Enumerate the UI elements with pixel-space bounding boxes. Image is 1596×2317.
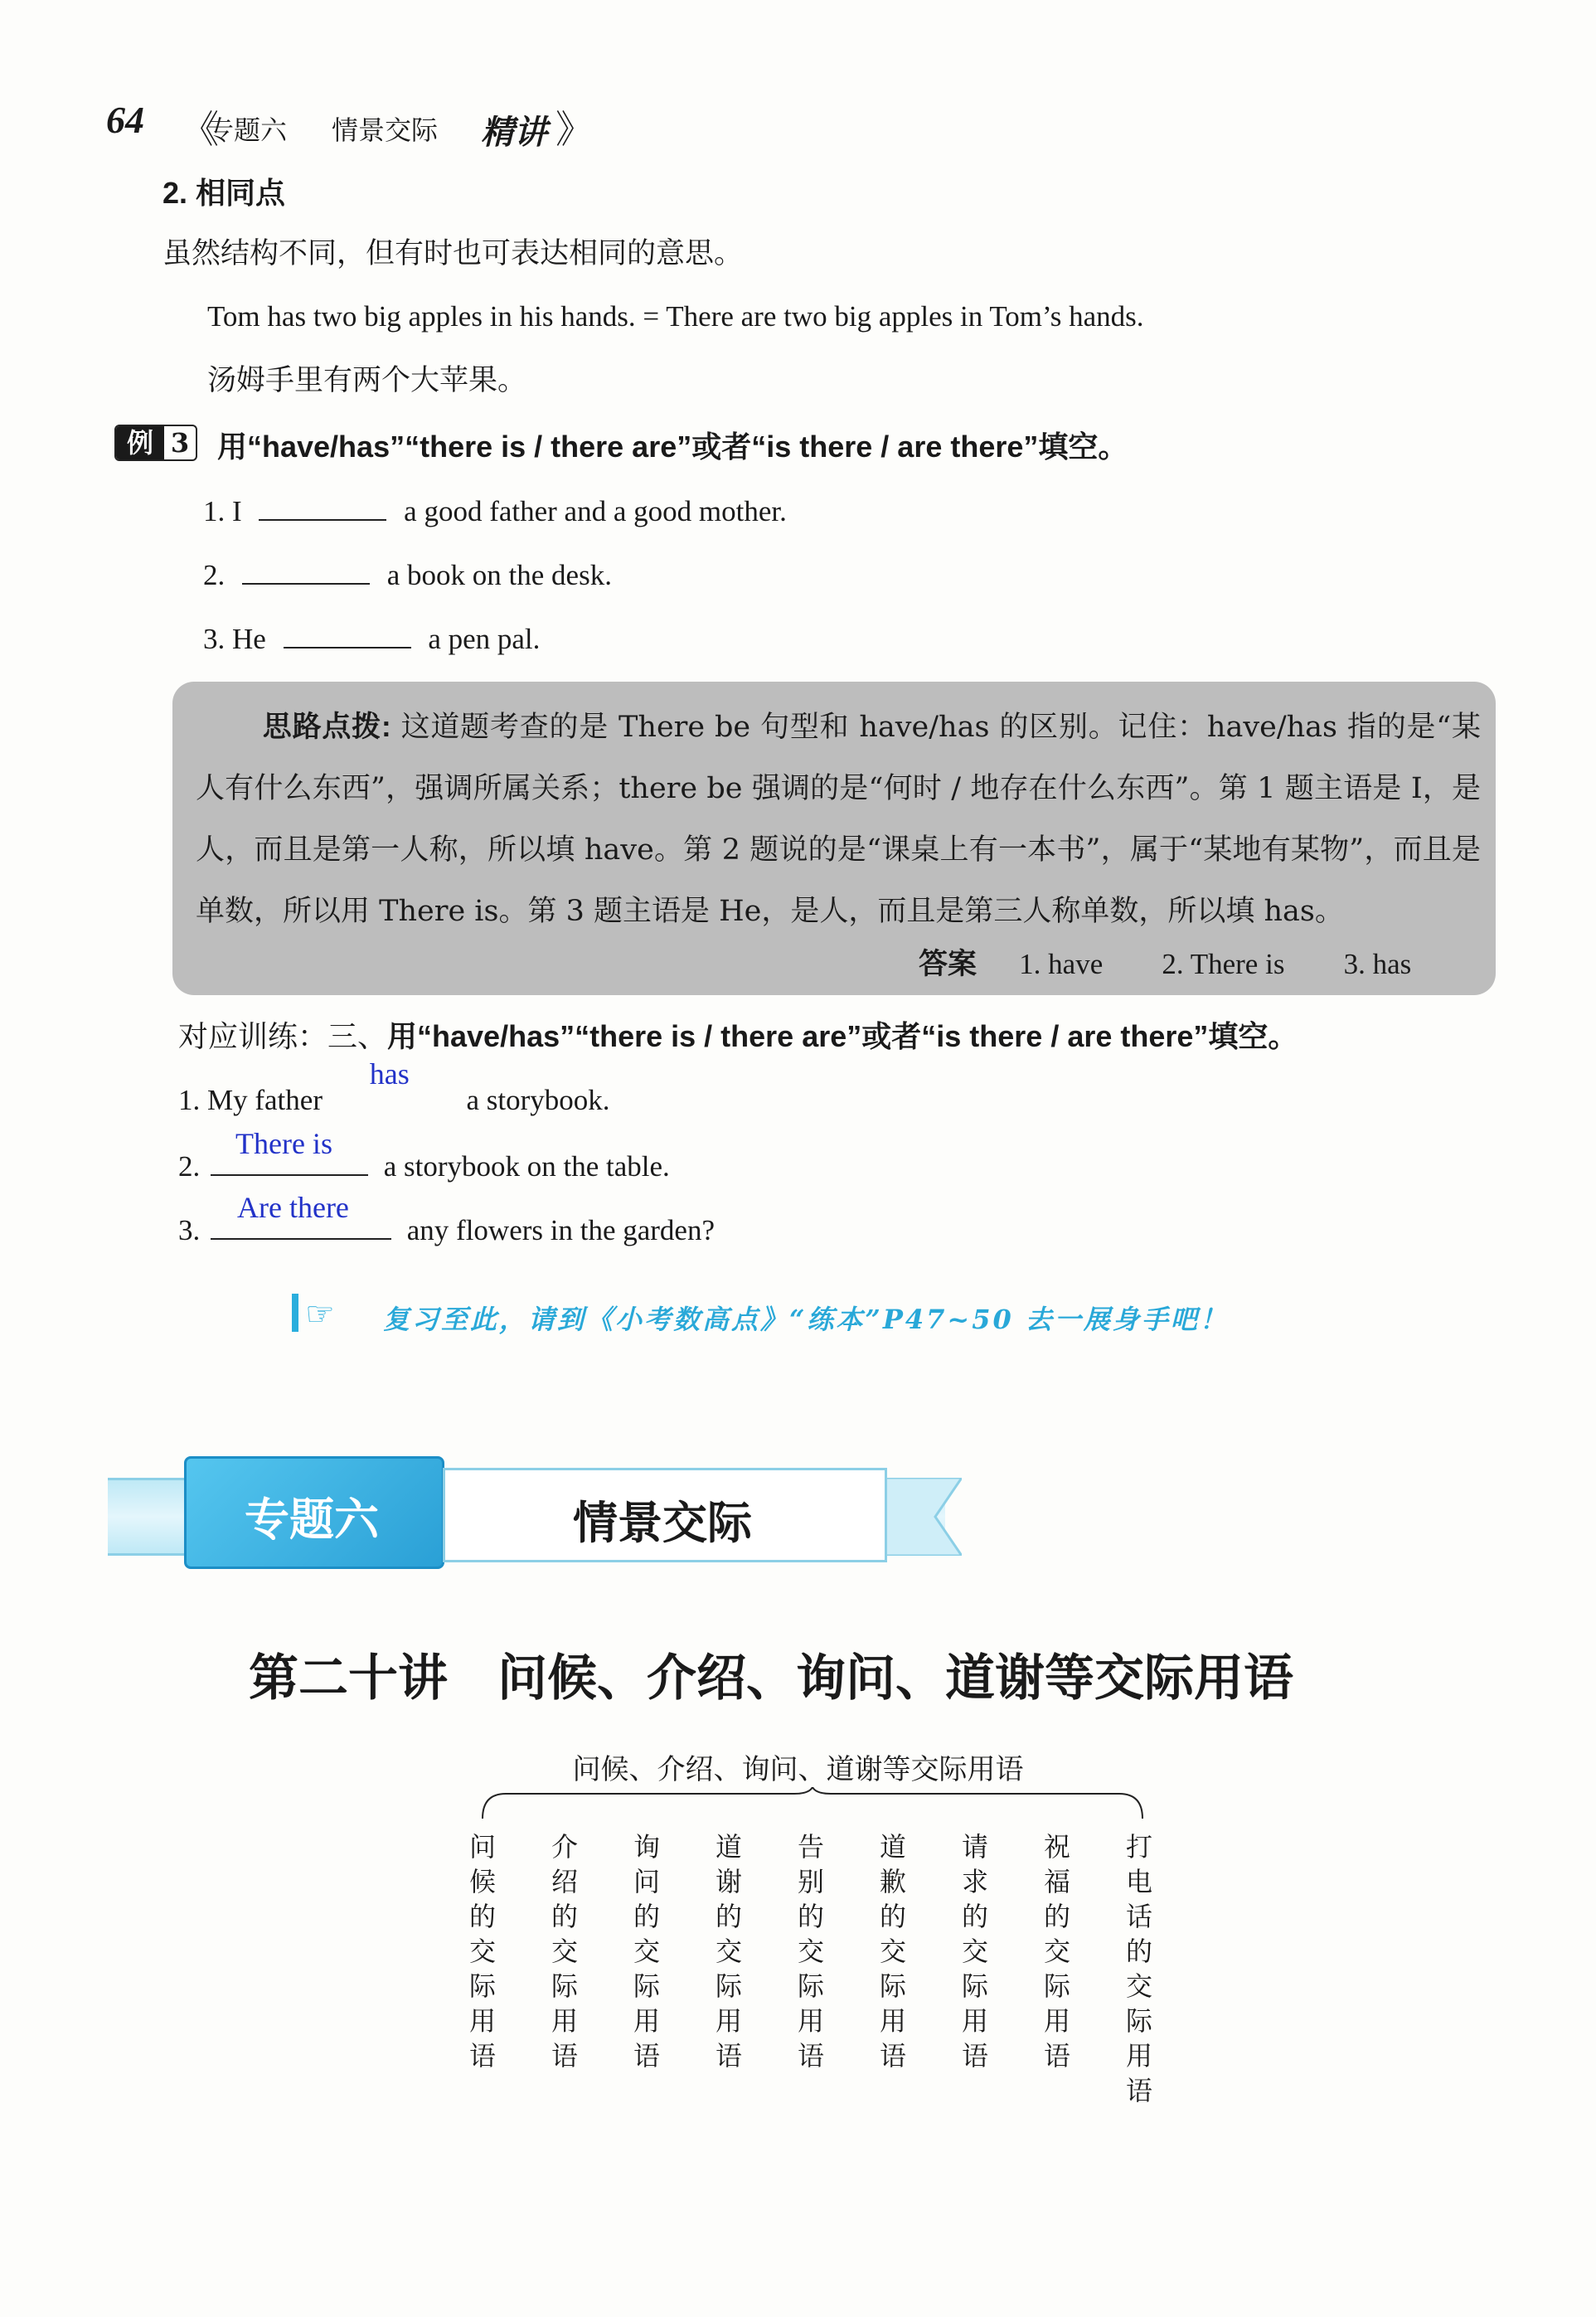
practice-instruction-text: 用“have/has”“there is / there are”或者“is there / are there”填空。: [387, 1019, 1298, 1053]
analysis-label: 思路点拨:: [262, 711, 391, 743]
practice-item-1: [178, 1057, 610, 1117]
banner-title: 情景交际: [573, 1497, 752, 1549]
practice-prefix: 对应训练：三、: [178, 1020, 388, 1054]
tree-item: 请求的交际用语: [961, 1831, 988, 2072]
question-2: [203, 553, 612, 592]
question-text: a good father and a good mother.: [404, 495, 787, 527]
section-heading: 2. 相同点: [163, 176, 286, 210]
practice-instruction: [178, 1013, 1298, 1056]
page-number: 64: [106, 99, 144, 141]
answer-blank[interactable]: [242, 553, 370, 585]
example-badge-number: 3: [170, 427, 190, 459]
header-label: 精讲: [481, 113, 547, 152]
tree-item: 介绍的交际用语: [551, 1831, 578, 2072]
banner-tail: [879, 1478, 962, 1556]
answer-1: 1. have: [1019, 948, 1104, 980]
header-subject: 情景交际: [332, 115, 439, 145]
practice-number: 1. My father: [178, 1084, 323, 1116]
practice-number: 3.: [178, 1214, 201, 1246]
review-text: 复习至此，请到《小考数高点》“练本”P47~50 去一展身手吧！: [383, 1304, 1229, 1335]
question-1: [203, 489, 787, 528]
answer-label: 答案: [919, 948, 977, 980]
answer-blank[interactable]: [259, 489, 386, 521]
header-paren-open: 《: [181, 109, 219, 151]
header-topic: 专题六: [207, 115, 288, 145]
tree-item: 问候的交际用语: [468, 1831, 496, 2072]
answer-3: 3. has: [1343, 948, 1412, 980]
handwritten-answer: There is: [235, 1127, 332, 1160]
example-sentence-cn: 汤姆手里有两个大苹果。: [207, 364, 527, 397]
answer-row: [919, 941, 1411, 983]
analysis-text: 这道题考查的是 There be 句型和 have/has 的区别。记住：have/has 指的是“某人有什么东西”，强调所属关系；there be 强调的是“何时 / 地存在什么东西”。第 1 题主语是 I，是人，而且是第一人称，所以填 have。第 2 题说的是“课桌上有一本书”，属于“某地有某物”，而且是单数，所以用 There is。第 3 题主语是 He，是人，而且是第三人称单数，所以填 has。: [196, 711, 1481, 928]
handwritten-answer: Are there: [237, 1191, 349, 1224]
practice-item-3: [178, 1191, 715, 1247]
answer-2: 2. There is: [1162, 948, 1285, 980]
handwritten-answer: has: [369, 1057, 410, 1090]
question-number: 1. I: [203, 495, 242, 527]
question-3: [203, 617, 540, 656]
tree-brace: [481, 1787, 1144, 1820]
answer-field[interactable]: [211, 1191, 391, 1240]
example-badge: [114, 425, 197, 461]
tree-root: 问候、介绍、询问、道谢等交际用语: [572, 1753, 1024, 1786]
practice-text: any flowers in the garden?: [406, 1214, 715, 1246]
tree-item: 打电话的交际用语: [1125, 1831, 1152, 2106]
tree-item: 祝福的交际用语: [1043, 1831, 1070, 2072]
question-number: 2.: [203, 559, 226, 591]
question-text: a book on the desk.: [386, 559, 612, 591]
question-number: 3. He: [203, 623, 266, 655]
practice-text: a storybook on the table.: [383, 1150, 670, 1183]
tree-item: 道歉的交际用语: [879, 1831, 906, 2072]
question-text: a pen pal.: [428, 623, 541, 655]
answer-field[interactable]: [211, 1127, 368, 1176]
lecture-title: 第二十讲 问候、介绍、询问、道谢等交际用语: [249, 1649, 1293, 1707]
section-text: 虽然结构不同，但有时也可表达相同的意思。: [163, 237, 744, 270]
practice-text: a storybook.: [466, 1084, 610, 1116]
practice-number: 2.: [178, 1150, 201, 1183]
header-paren-close: 》: [555, 109, 594, 151]
example-badge-label: 例: [116, 426, 164, 459]
tree-item: 道谢的交际用语: [715, 1831, 742, 2072]
tree-items: [464, 1829, 1177, 2128]
pointing-hand-icon: ☞: [305, 1295, 335, 1333]
example-sentence-en: Tom has two big apples in his hands. = There are two big apples in Tom’s hands.: [207, 300, 1144, 333]
practice-item-2: [178, 1127, 670, 1183]
analysis-text-block: [196, 697, 1481, 942]
answer-field[interactable]: [337, 1057, 453, 1110]
banner-topic: 专题六: [245, 1495, 379, 1545]
example-instruction: 用“have/has”“there is / there are”或者“is there / are there”填空。: [217, 430, 1128, 464]
tree-item: 询问的交际用语: [633, 1831, 660, 2072]
tree-item: 告别的交际用语: [797, 1831, 824, 2072]
answer-blank[interactable]: [284, 617, 411, 648]
